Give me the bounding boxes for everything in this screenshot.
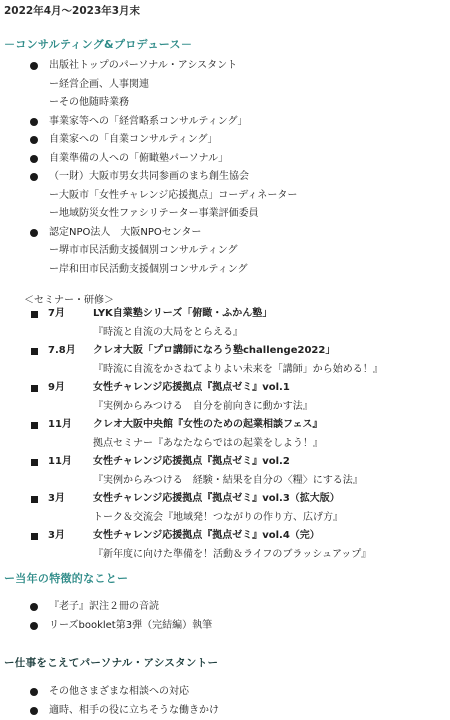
seminar-month: 3月 <box>48 490 65 509</box>
bullet-icon <box>30 707 38 715</box>
seminar-title: 女性チャレンジ応援拠点『拠点ゼミ』vol.1 <box>93 379 290 398</box>
seminar-row <box>0 453 450 472</box>
list-subitem-text: ー経営企画、人事関連 <box>49 76 149 95</box>
list-subitem-text: ー大阪市「女性チャレンジ応援拠点」コーディネーター <box>49 187 297 206</box>
bullet-icon <box>30 173 38 181</box>
square-bullet-icon <box>31 422 38 429</box>
seminar-heading: ＜セミナー・研修＞ <box>24 291 114 306</box>
seminar-list <box>0 305 450 564</box>
square-bullet-icon <box>31 533 38 540</box>
list-subitem-text: ー堺市市民活動支援個別コンサルティング <box>49 242 238 261</box>
list-subitem-text: ー岸和田市民活動支援個別コンサルティング <box>49 261 248 280</box>
square-bullet-icon <box>31 311 38 318</box>
seminar-row <box>0 527 450 546</box>
seminar-subrow <box>0 472 450 491</box>
assistant-heading: ー仕事をこえてパーソナル・アシスタントー <box>4 655 218 670</box>
seminar-month: 3月 <box>48 527 65 546</box>
seminar-title: 女性チャレンジ応援拠点『拠点ゼミ』vol.3（拡大版） <box>93 490 340 509</box>
seminar-title: 女性チャレンジ応援拠点『拠点ゼミ』vol.4（完） <box>93 527 320 546</box>
seminar-subtitle: 『時流に自流をかさねてよりよい未来を「講師」から始める！』 <box>93 361 383 380</box>
bullet-icon <box>30 136 38 144</box>
seminar-subrow <box>0 361 450 380</box>
bullet-icon <box>30 603 38 611</box>
seminar-subrow <box>0 435 450 454</box>
bullet-icon <box>30 62 38 70</box>
seminar-subtitle: 拠点セミナー『あなたならではの起業をしよう！』 <box>93 435 323 454</box>
seminar-title: クレオ大阪中央館『女性のための起業相談フェス』 <box>93 416 323 435</box>
list-item <box>0 168 450 187</box>
seminar-subtitle: 『実例からみつける 自分を前向きに動かす法』 <box>93 398 313 417</box>
list-item-text: （一財）大阪市男女共同参画のまち創生協会 <box>49 168 249 187</box>
consulting-heading: －コンサルティング&プロデュース－ <box>4 36 192 52</box>
list-subitem <box>0 94 450 113</box>
list-item-text: 自業家への「自業コンサルティング」 <box>49 131 218 150</box>
seminar-subrow <box>0 546 450 565</box>
seminar-subtitle: トーク＆交流会『地域発！つながりの作り方、広げ方』 <box>93 509 343 528</box>
list-item <box>0 617 450 636</box>
square-bullet-icon <box>31 348 38 355</box>
square-bullet-icon <box>31 496 38 503</box>
seminar-row <box>0 379 450 398</box>
list-item-text: リーズbooklet第3弾（完結編）執筆 <box>49 617 212 636</box>
list-item <box>0 702 450 720</box>
seminar-title: クレオ大阪「プロ講師になろう塾challenge2022」 <box>93 342 335 361</box>
list-item <box>0 224 450 243</box>
assistant-list <box>0 683 450 720</box>
seminar-row <box>0 342 450 361</box>
seminar-month: 9月 <box>48 379 65 398</box>
bullet-icon <box>30 688 38 696</box>
list-item-text: 認定NPO法人 大阪NPOセンター <box>49 224 201 243</box>
list-subitem <box>0 187 450 206</box>
list-subitem <box>0 261 450 280</box>
seminar-month: 7.8月 <box>48 342 76 361</box>
list-item <box>0 598 450 617</box>
bullet-icon <box>30 118 38 126</box>
list-subitem-text: ー地域防災女性ファシリテーター事業評価委員 <box>49 205 259 224</box>
list-item <box>0 113 450 132</box>
seminar-month: 7月 <box>48 305 65 324</box>
list-subitem <box>0 242 450 261</box>
list-item-text: その他さまざまな相談への対応 <box>49 683 189 702</box>
seminar-subrow <box>0 324 450 343</box>
list-subitem <box>0 205 450 224</box>
bullet-icon <box>30 229 38 237</box>
seminar-subtitle: 『実例からみつける 経験・結果を自分の〈糧〉にする法』 <box>93 472 363 491</box>
seminar-subrow <box>0 509 450 528</box>
seminar-row <box>0 416 450 435</box>
features-list <box>0 598 450 635</box>
bullet-icon <box>30 622 38 630</box>
list-item-text: 出版社トップのパーソナル・アシスタント <box>49 57 237 76</box>
square-bullet-icon <box>31 385 38 392</box>
seminar-subtitle: 『時流と自流の大局をとらえる』 <box>93 324 243 343</box>
list-subitem-text: ーその他随時業務 <box>49 94 129 113</box>
list-item-text: 適時、相手の役に立ちそうな働きかけ <box>49 702 219 720</box>
seminar-subrow <box>0 398 450 417</box>
list-subitem <box>0 76 450 95</box>
list-item-text: 自業準備の人への「俯瞰塾パーソナル」 <box>49 150 228 169</box>
seminar-month: 11月 <box>48 453 72 472</box>
seminar-row <box>0 490 450 509</box>
seminar-row <box>0 305 450 324</box>
bullet-icon <box>30 155 38 163</box>
features-heading: ー当年の特徴的なことー <box>4 570 128 586</box>
square-bullet-icon <box>31 459 38 466</box>
list-item <box>0 131 450 150</box>
list-item <box>0 57 450 76</box>
list-item-text: 『老子』訳注２冊の音読 <box>49 598 159 617</box>
seminar-subtitle: 『新年度に向けた準備を！活動＆ライフのブラッシュアップ』 <box>93 546 371 565</box>
list-item-text: 事業家等への「経営略系コンサルティング」 <box>49 113 248 132</box>
consulting-list <box>0 57 450 279</box>
seminar-title: 女性チャレンジ応援拠点『拠点ゼミ』vol.2 <box>93 453 290 472</box>
seminar-month: 11月 <box>48 416 72 435</box>
list-item <box>0 683 450 702</box>
seminar-title: LYK自業塾シリーズ「俯瞰・ふかん塾」 <box>93 305 272 324</box>
period-title: 2022年4月～2023年3月末 <box>4 3 140 18</box>
list-item <box>0 150 450 169</box>
